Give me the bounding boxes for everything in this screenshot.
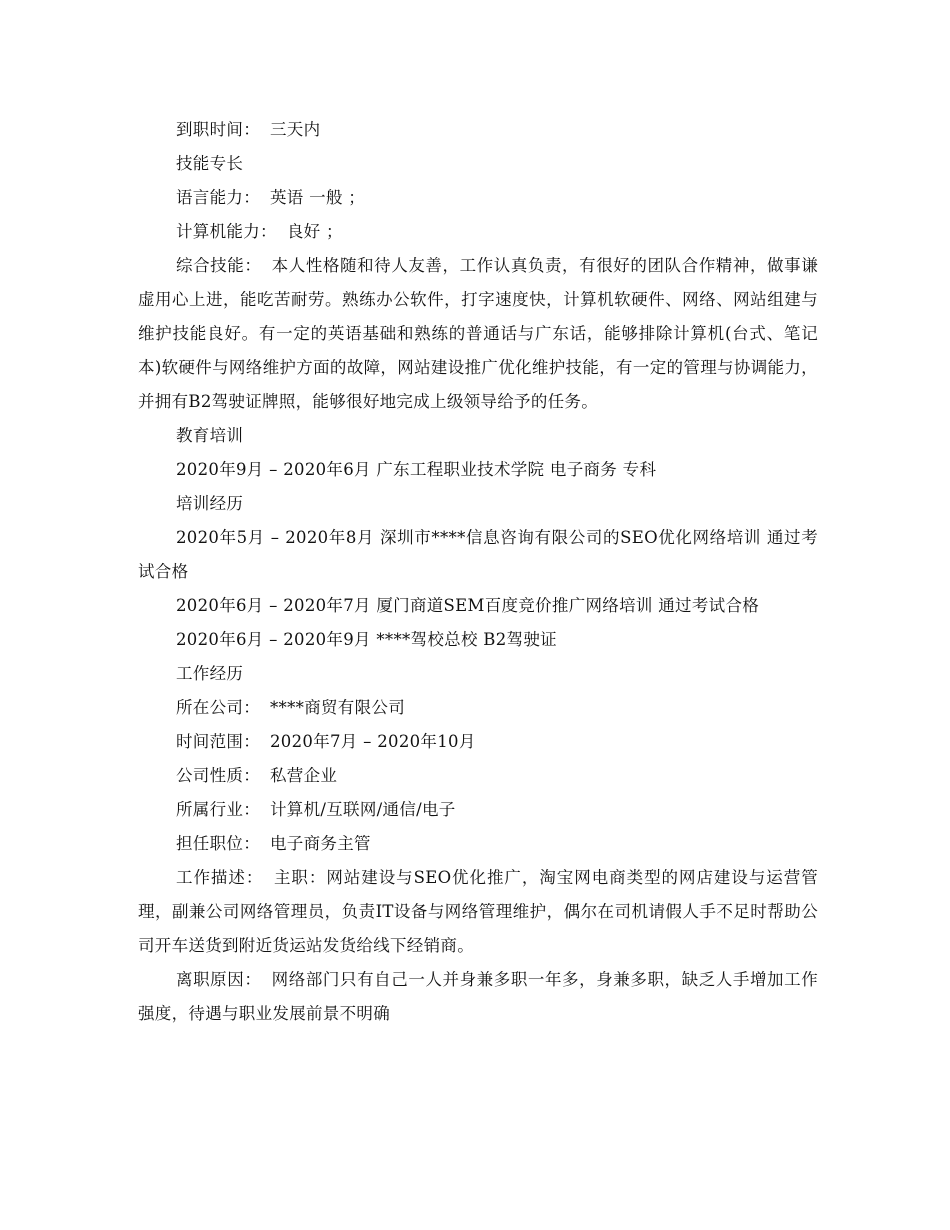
work-heading: 工作经历 bbox=[176, 664, 244, 683]
industry-line bbox=[138, 793, 818, 827]
company-line bbox=[138, 691, 818, 725]
start-date-label: 到职时间： bbox=[176, 120, 260, 139]
training-heading: 培训经历 bbox=[176, 494, 244, 513]
overall-label: 综合技能： bbox=[176, 256, 262, 275]
leave-reason-label: 离职原因： bbox=[176, 970, 262, 989]
period-label: 时间范围： bbox=[176, 732, 260, 751]
company-label: 所在公司： bbox=[176, 698, 260, 717]
leave-reason-paragraph bbox=[138, 963, 818, 1031]
leave-reason-value: 网络部门只有自己一人并身兼多职一年多，身兼多职，缺乏人手增加工作强度，待遇与职业发展前景不明确 bbox=[138, 970, 818, 1023]
industry-value: 计算机/互联网/通信/电子 bbox=[270, 800, 456, 819]
training-entry-1: 2020年5月 – 2020年8月 深圳市****信息咨询有限公司的SEO优化网络培训 通过考试合格 bbox=[138, 528, 818, 581]
training-entry-3: 2020年6月 – 2020年9月 ****驾校总校 B2驾驶证 bbox=[176, 630, 557, 649]
start-date-value: 三天内 bbox=[270, 120, 321, 139]
skills-heading: 技能专长 bbox=[176, 154, 244, 173]
education-heading: 教育培训 bbox=[176, 426, 244, 445]
language-value: 英语 一般 ； bbox=[270, 188, 366, 207]
nature-line bbox=[138, 759, 818, 793]
education-entry: 2020年9月 – 2020年6月 广东工程职业技术学院 电子商务 专科 bbox=[176, 460, 657, 479]
nature-value: 私营企业 bbox=[270, 766, 338, 785]
position-value: 电子商务主管 bbox=[270, 834, 371, 853]
computer-line bbox=[138, 215, 818, 249]
description-value: 主职：网站建设与SEO优化推广，淘宝网电商类型的网店建设与运营管理，副兼公司网络管理员，负责IT设备与网络管理维护，偶尔在司机请假人手不足时帮助公司开车送货到附近货运站发货给线下经销商。 bbox=[138, 868, 818, 955]
period-line bbox=[138, 725, 818, 759]
industry-label: 所属行业： bbox=[176, 800, 260, 819]
description-label: 工作描述： bbox=[176, 868, 264, 887]
start-date-line bbox=[138, 113, 818, 147]
language-line bbox=[138, 181, 818, 215]
company-value: ****商贸有限公司 bbox=[270, 698, 405, 717]
description-paragraph bbox=[138, 861, 818, 963]
computer-value: 良好 ； bbox=[286, 222, 343, 241]
nature-label: 公司性质： bbox=[176, 766, 260, 785]
resume-content bbox=[138, 113, 818, 1031]
overall-value: 本人性格随和待人友善，工作认真负责，有很好的团队合作精神，做事谦虚用心上进，能吃苦耐劳。熟练办公软件，打字速度快，计算机软硬件、网络、网站组建与维护技能良好。有一定的英语基础和熟练的普通话与广东话，能够排除计算机(台式、笔记本)软硬件与网络维护方面的故障，网站建设推广优化维护技能，有一定的管理与协调能力，并拥有B2驾驶证牌照，能够很好地完成上级领导给予的任务。 bbox=[138, 256, 818, 411]
training-entry-2: 2020年6月 – 2020年7月 厦门商道SEM百度竞价推广网络培训 通过考试合格 bbox=[176, 596, 760, 615]
language-label: 语言能力： bbox=[176, 188, 260, 207]
overall-skills-paragraph bbox=[138, 249, 818, 419]
computer-label: 计算机能力： bbox=[176, 222, 277, 241]
position-label: 担任职位： bbox=[176, 834, 260, 853]
period-value: 2020年7月 – 2020年10月 bbox=[270, 732, 476, 751]
position-line bbox=[138, 827, 818, 861]
